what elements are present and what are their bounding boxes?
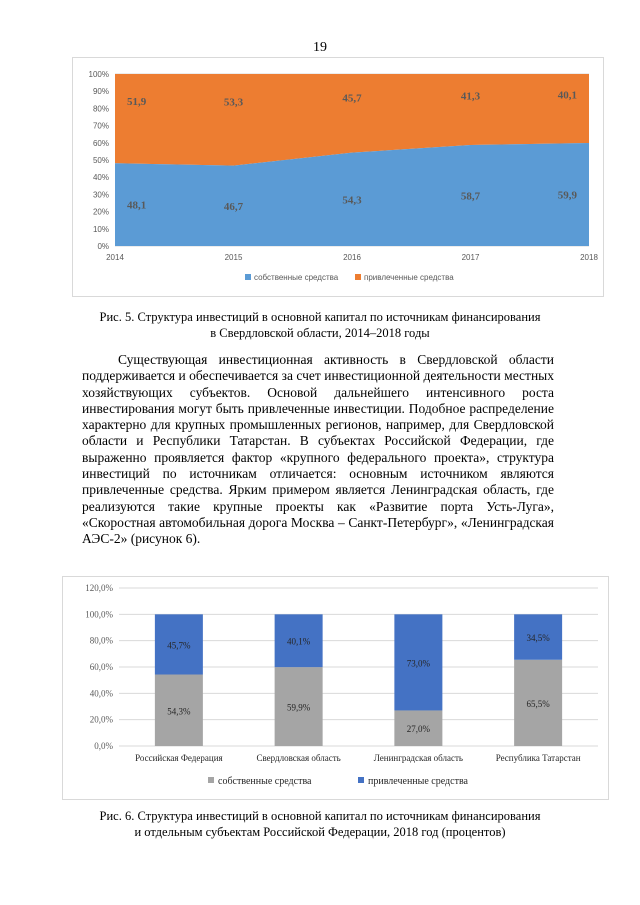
x-tick-label: Республика Татарстан [495, 753, 581, 763]
y-tick-label: 60% [92, 138, 109, 148]
x-tick-label: 2014 [106, 253, 124, 262]
x-tick-label: Свердловская область [256, 753, 341, 763]
y-tick-label: 70% [92, 121, 109, 131]
data-label-attracted-funds: 53,3 [223, 96, 244, 109]
y-tick-label: 0,0% [94, 741, 113, 751]
y-tick-label: 10% [92, 224, 109, 234]
y-tick-label: 0% [97, 242, 109, 251]
body-paragraph: Существующая инвестиционная активность в Свердловской области поддерживается и обеспечивается за счет инвестиционной деятельности местных хозяйствующих субъектов. Основой дальнейшего интенсивного роста инвестирования могут быть привлеченные инвестиции. Подобное распределение характерно для крупных промышленных регионов, например, для Свердловской области и Республики Татарстан. В субъектах Российской Федерации, где выраженно проявляется фактор «крупного федерального проекта», структура инвестиций по источникам отличается: основным источником являются привлеченные средства. Ярким примером является Ленинградская область, где реализуются такие крупные проекты как «Развитие порта Усть-Луга», «Скоростная автомобильная дорога Москва – Санкт-Петербург», «Ленинградская АЭС-2» (рисунок 6). [82, 352, 554, 547]
legend-label: привлеченные средства [368, 776, 468, 787]
y-tick-label: 20% [92, 207, 109, 217]
y-tick-label: 50% [92, 156, 109, 165]
data-label-own-funds: 27,0% [406, 724, 430, 735]
data-label-own-funds: 58,7 [460, 190, 481, 203]
y-tick-label: 60,0% [89, 662, 113, 672]
x-tick-label: Ленинградская область [373, 753, 463, 763]
x-tick-label: 2016 [343, 253, 361, 262]
y-tick-label: 40% [92, 173, 109, 183]
page-number: 19 [313, 40, 327, 55]
body-paragraph-block [82, 352, 554, 548]
data-label-own-funds: 59,9 [557, 189, 577, 202]
data-label-attracted-funds: 73,0% [406, 658, 430, 669]
x-tick-label: 2018 [580, 253, 598, 262]
legend-label: привлеченные средства [364, 273, 454, 282]
bar-chart-container [62, 576, 609, 800]
area-chart-container [72, 57, 604, 297]
legend-swatch [208, 777, 214, 783]
data-label-own-funds: 46,7 [223, 200, 244, 213]
figure-5-caption [60, 309, 580, 341]
y-tick-label: 20,0% [89, 714, 113, 725]
legend-label: собственные средства [218, 776, 312, 787]
y-tick-label: 120,0% [85, 583, 113, 593]
x-tick-label: Российская Федерация [135, 753, 223, 763]
figure-6-caption [60, 808, 580, 840]
y-tick-label: 100% [88, 70, 109, 79]
y-tick-label: 80,0% [89, 635, 113, 646]
data-label-own-funds: 54,3 [342, 194, 362, 207]
data-label-attracted-funds: 40,1% [287, 636, 311, 647]
data-label-attracted-funds: 41,3 [460, 90, 481, 103]
figure-5-caption-line-1: Рис. 5. Структура инвестиций в основной капитал по источникам финансирования [99, 310, 541, 324]
data-label-attracted-funds: 45,7 [342, 92, 362, 105]
legend-swatch [358, 777, 364, 783]
bar-chart [63, 577, 608, 799]
legend-swatch [245, 274, 251, 280]
y-tick-label: 40,0% [89, 688, 113, 699]
data-label-attracted-funds: 40,1 [557, 89, 577, 102]
x-tick-label: 2015 [224, 253, 243, 262]
figure-6-caption-line-1: Рис. 6. Структура инвестиций в основной капитал по источникам финансирования [99, 809, 541, 823]
y-tick-label: 90% [92, 87, 109, 97]
x-tick-label: 2017 [461, 253, 480, 262]
figure-5-caption-line-2: в Свердловской области, 2014–2018 годы [210, 326, 430, 340]
data-label-own-funds: 48,1 [127, 199, 147, 212]
y-tick-label: 100,0% [85, 609, 113, 620]
data-label-attracted-funds: 51,9 [127, 95, 147, 108]
data-label-attracted-funds: 34,5% [526, 633, 550, 644]
y-tick-label: 80% [92, 104, 109, 114]
data-label-own-funds: 59,9% [287, 702, 311, 713]
y-tick-label: 30% [92, 190, 109, 200]
area-chart [73, 58, 603, 296]
data-label-own-funds: 54,3% [167, 706, 191, 717]
legend-label: собственные средства [254, 273, 339, 282]
data-label-attracted-funds: 45,7% [167, 640, 191, 651]
figure-6-caption-line-2: и отдельным субъектам Российской Федерации, 2018 год (процентов) [134, 825, 506, 839]
data-label-own-funds: 65,5% [526, 698, 550, 709]
legend-swatch [355, 274, 361, 280]
